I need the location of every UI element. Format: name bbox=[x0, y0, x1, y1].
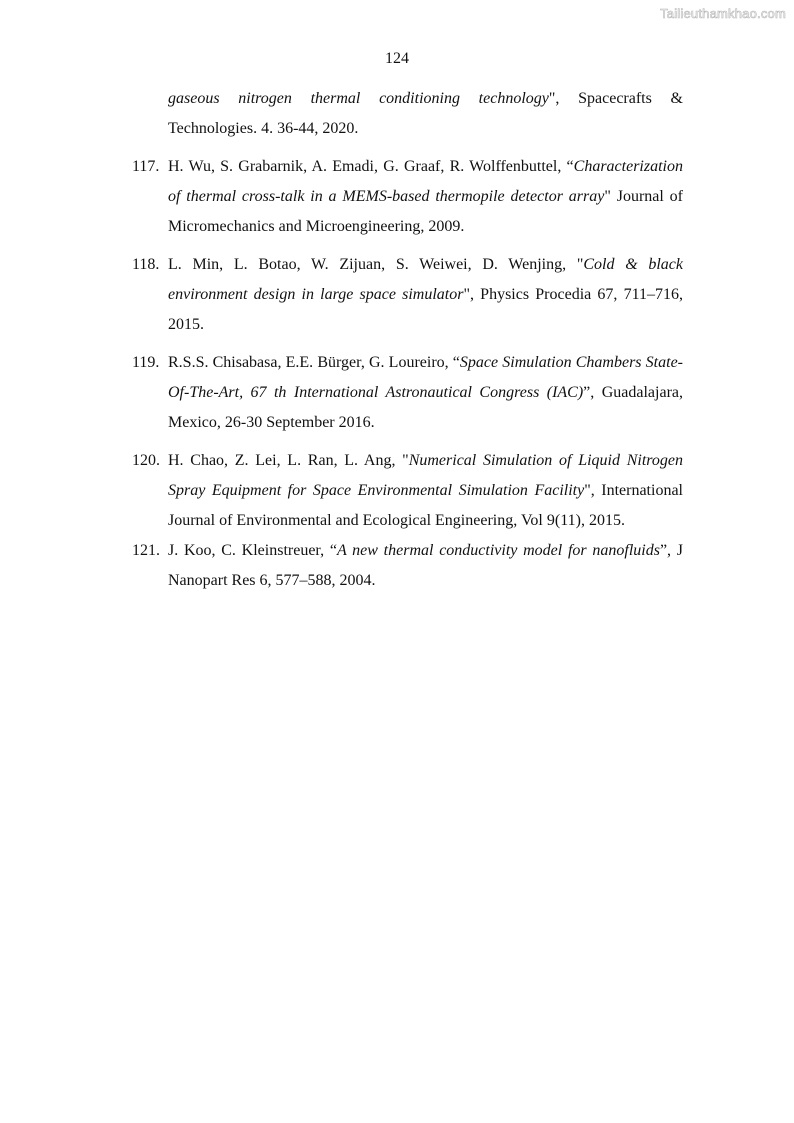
reference-item bbox=[130, 536, 683, 596]
reference-authors: J. Koo, C. Kleinstreuer, “ bbox=[168, 542, 337, 559]
reference-authors: H. Wu, S. Grabarnik, A. Emadi, G. Graaf, R. Wolffenbuttel, “ bbox=[168, 158, 574, 175]
reference-authors: L. Min, L. Botao, W. Zijuan, S. Weiwei, D. Wenjing, " bbox=[168, 256, 584, 273]
reference-item bbox=[130, 250, 683, 340]
reference-title: Characterization of thermal cross-talk in a MEMS-based thermopile detector array bbox=[168, 158, 683, 205]
reference-title: A new thermal conductivity model for nanofluids bbox=[336, 542, 660, 559]
reference-title: Numerical Simulation of Liquid Nitrogen Spray Equipment for Space Environmental Simulation Facility bbox=[168, 452, 683, 499]
reference-item bbox=[130, 348, 683, 438]
reference-list bbox=[130, 84, 683, 604]
page-number: 124 bbox=[385, 50, 409, 67]
reference-source: ”, J Nanopart Res 6, 577–588, 2004. bbox=[168, 542, 684, 589]
reference-source: " Journal of Micromechanics and Microengineering, 2009. bbox=[168, 188, 683, 235]
reference-source: ”, Guadalajara, Mexico, 26-30 September 2016. bbox=[168, 384, 683, 431]
reference-title: Cold & black environment design in large space simulator bbox=[168, 256, 683, 303]
reference-authors: R.S.S. Chisabasa, E.E. Bürger, G. Loureiro, “ bbox=[168, 354, 460, 371]
reference-number: 117. bbox=[132, 158, 160, 175]
reference-item bbox=[130, 152, 683, 242]
reference-title: Space Simulation Chambers State-Of-The-Art, 67 th International Astronautical Congress (IAC) bbox=[168, 354, 684, 401]
reference-number: 118. bbox=[132, 256, 160, 273]
watermark-text: Tailieuthamkhao.com bbox=[660, 6, 786, 21]
reference-source: ", Physics Procedia 67, 711–716, 2015. bbox=[168, 286, 684, 333]
reference-number: 121. bbox=[132, 542, 160, 559]
reference-item bbox=[130, 446, 683, 536]
reference-number: 119. bbox=[132, 354, 160, 371]
reference-title: gaseous nitrogen thermal conditioning technology bbox=[168, 90, 549, 107]
reference-source: ", International Journal of Environmental and Ecological Engineering, Vol 9(11), 2015. bbox=[168, 482, 683, 529]
reference-number: 120. bbox=[132, 452, 160, 469]
reference-authors: H. Chao, Z. Lei, L. Ran, L. Ang, " bbox=[168, 452, 409, 469]
reference-source: ", Spacecrafts & Technologies. 4. 36-44, 2020. bbox=[168, 90, 684, 137]
reference-item bbox=[130, 84, 683, 144]
